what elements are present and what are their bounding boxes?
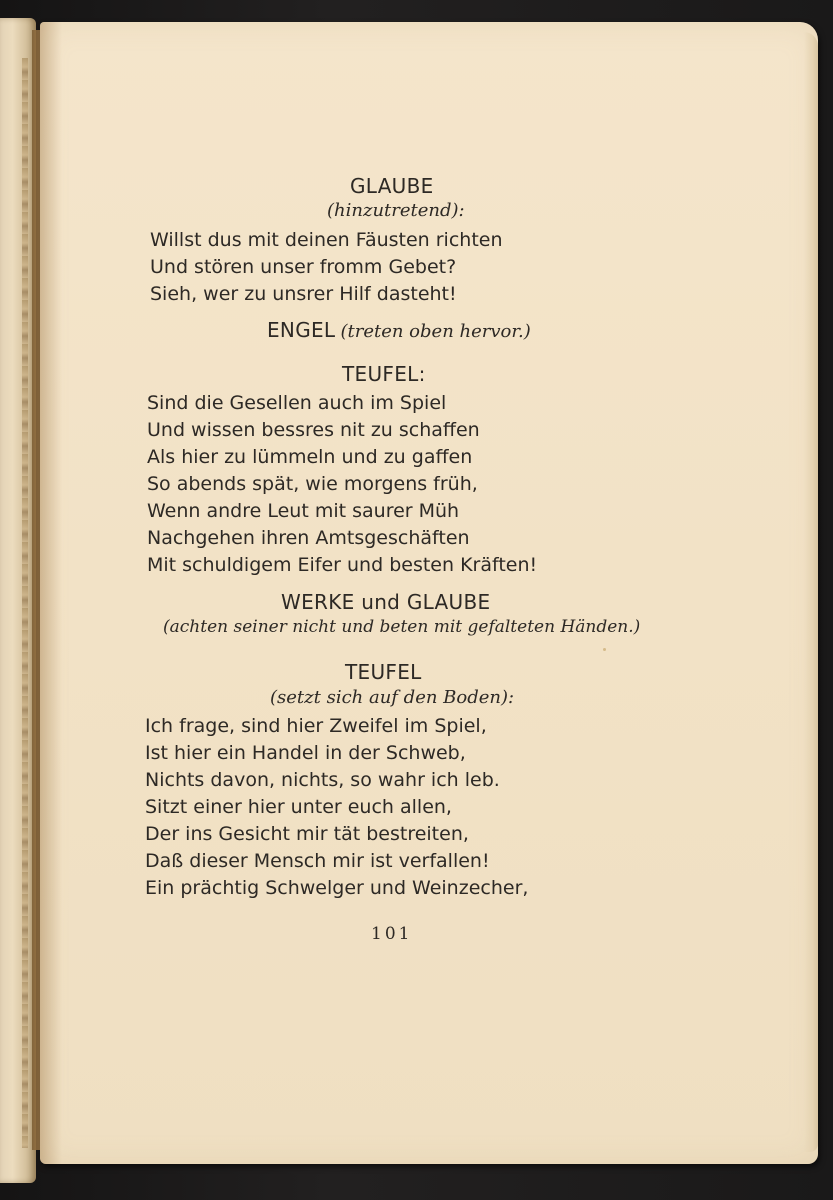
verse-line: Der ins Gesicht mir tät bestreiten,	[145, 823, 469, 845]
speaker-heading-teufel: TEUFEL	[345, 660, 422, 684]
speaker-heading-engel-line	[267, 318, 531, 342]
speaker-heading-engel: ENGEL	[267, 318, 336, 342]
verse-line: Nichts davon, nichts, so wahr ich leb.	[145, 769, 500, 791]
speaker-heading-teufel: TEUFEL:	[342, 362, 426, 386]
stage-direction-treten: (treten oben hervor.)	[340, 321, 531, 342]
verse-line: Ich frage, sind hier Zweifel im Spiel,	[145, 715, 487, 737]
verse-line: Daß dieser Mensch mir ist verfallen!	[145, 850, 490, 872]
verse-line: Und wissen bessres nit zu schaffen	[147, 419, 480, 441]
verse-line: Sitzt einer hier unter euch allen,	[145, 796, 452, 818]
verse-line: Sieh, wer zu unsrer Hilf dasteht!	[150, 283, 457, 305]
speaker-heading-werke-und-glaube: WERKE und GLAUBE	[281, 590, 491, 614]
previous-page-edge	[0, 18, 36, 1183]
verse-line: Willst dus mit deinen Fäusten richten	[150, 229, 503, 251]
stage-direction-hinzutretend: (hinzutretend):	[327, 200, 465, 221]
verse-line: Mit schuldigem Eifer und besten Kräften!	[147, 554, 538, 576]
verse-line: Ist hier ein Handel in der Schweb,	[145, 742, 466, 764]
paper-speck	[603, 648, 606, 651]
page-fore-edge	[804, 32, 818, 1152]
verse-line: Als hier zu lümmeln und zu gaffen	[147, 446, 473, 468]
stage-direction-achten: (achten seiner nicht und beten mit gefalteten Händen.)	[163, 617, 641, 637]
page-number: 101	[371, 924, 413, 944]
verse-line: So abends spät, wie morgens früh,	[147, 473, 478, 495]
verse-line: Ein prächtig Schwelger und Weinzecher,	[145, 877, 529, 899]
verse-line: Und stören unser fromm Gebet?	[150, 256, 457, 278]
verse-line: Sind die Gesellen auch im Spiel	[147, 392, 447, 414]
stage-direction-setzt-sich: (setzt sich auf den Boden):	[270, 687, 515, 708]
verse-line: Wenn andre Leut mit saurer Müh	[147, 500, 460, 522]
speaker-heading-glaube: GLAUBE	[350, 174, 434, 198]
verse-line: Nachgehen ihren Amtsgeschäften	[147, 527, 470, 549]
page-gutter-shadow	[40, 22, 62, 1164]
